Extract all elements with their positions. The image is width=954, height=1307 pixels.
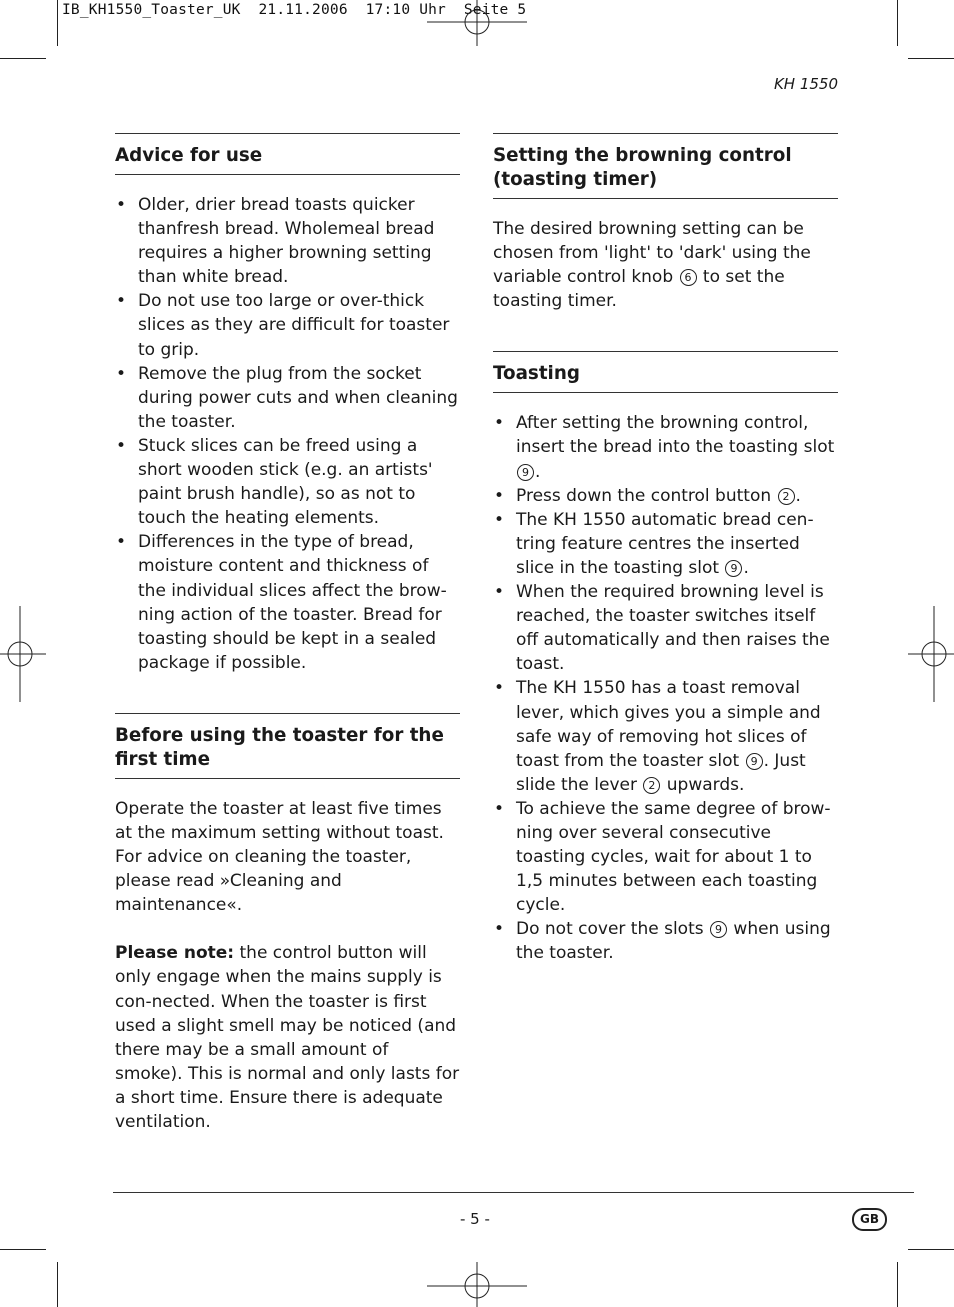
reference-number: 9 xyxy=(725,560,742,577)
section-advice xyxy=(115,133,460,675)
reference-number: 9 xyxy=(710,921,727,938)
registration-mark-left xyxy=(0,606,46,702)
page-number: - 5 - xyxy=(460,1210,490,1228)
section-heading: Advice for use xyxy=(115,133,460,175)
crop-mark xyxy=(0,1249,46,1250)
footer-rule xyxy=(113,1192,914,1193)
section-heading: Toasting xyxy=(493,351,838,393)
section-body xyxy=(493,393,838,965)
list-item: • Older, drier bread toasts quicker thanfresh bread. Wholemeal bread requires a higher browning setting than white bread. xyxy=(115,193,460,289)
list-item: • Stuck slices can be freed using a short wooden stick (e.g. an artists' paint brush handle), so as not to touch the heating elements. xyxy=(115,434,460,530)
left-column xyxy=(115,133,460,1134)
paragraph xyxy=(493,217,838,313)
text-run: Press down the control button xyxy=(516,485,777,506)
reference-number: 9 xyxy=(517,464,534,481)
list-item: • Remove the plug from the socket during power cuts and when cleaning the toaster. xyxy=(115,362,460,434)
section-heading: Setting the browning control (toasting timer) xyxy=(493,133,838,199)
section-toasting xyxy=(493,351,838,965)
text-run: The KH 1550 has a toast removal lever, which gives you a simple and safe way of removing hot slices of toast from the toaster slot xyxy=(516,678,821,771)
registration-mark-right xyxy=(908,606,954,702)
text-run: upwards. xyxy=(661,774,745,795)
list-item xyxy=(493,484,838,508)
crop-mark xyxy=(57,0,58,46)
country-badge: GB xyxy=(852,1208,887,1231)
registration-mark-top xyxy=(427,0,527,46)
crop-mark xyxy=(57,1262,58,1307)
print-header: IB_KH1550_Toaster_UK 21.11.2006 17:10 Uhr Seite 5 xyxy=(62,2,527,18)
model-number: KH 1550 xyxy=(773,75,838,93)
text-run: when using the toaster. xyxy=(516,919,831,964)
section-body xyxy=(115,175,460,675)
text-run: to set the toasting timer. xyxy=(493,267,785,312)
section-body xyxy=(115,779,460,1134)
crop-mark xyxy=(897,0,898,46)
text-run: The KH 1550 automatic bread cen-tring feature centres the inserted slice in the toasting slot xyxy=(516,509,814,578)
list-item xyxy=(493,676,838,796)
crop-mark xyxy=(908,58,954,59)
text-run: Do not cover the slots xyxy=(516,919,710,940)
text-run: When the required browning level is reached, the toaster switches itself off automatically and then raises the toast. xyxy=(516,582,830,675)
reference-number: 9 xyxy=(746,753,763,770)
list-item xyxy=(493,797,838,917)
list-item xyxy=(493,917,838,965)
bullet-list xyxy=(115,193,460,675)
text-run: To achieve the same degree of brow-ning over several consecutive toasting cycles, wait for about 1 to 1,5 minutes between each toasting cycle. xyxy=(516,798,831,916)
list-item: • Do not use too large or over-thick slices as they are difficult for toaster to grip. xyxy=(115,289,460,361)
note-label: Please note: xyxy=(115,943,235,964)
crop-mark xyxy=(908,1249,954,1250)
right-column xyxy=(493,133,838,966)
section-body xyxy=(493,199,838,313)
section-browning xyxy=(493,133,838,313)
reference-number: 2 xyxy=(778,488,795,505)
text-run: After setting the browning control, insert the bread into the toasting slot xyxy=(516,413,835,458)
section-first-use xyxy=(115,713,460,1134)
text-run: . xyxy=(795,485,801,506)
registration-mark-bottom xyxy=(427,1262,527,1307)
list-item xyxy=(493,508,838,580)
text-run: The desired browning setting can be chosen from 'light' to 'dark' using the variable control knob xyxy=(493,219,811,288)
list-item xyxy=(493,580,838,676)
text-run: . xyxy=(535,461,541,482)
text-run: . Just slide the lever xyxy=(516,750,806,795)
crop-mark xyxy=(0,58,46,59)
section-heading: Before using the toaster for the first time xyxy=(115,713,460,779)
note-text: the control button will only engage when the mains supply is con-nected. When the toaster is first used a slight smell may be noticed (and there may be a small amount of smoke). This is normal and only lasts for a short time. Ensure there is adequate ventilation. xyxy=(115,943,460,1132)
bullet-list xyxy=(493,411,838,965)
crop-mark xyxy=(897,1262,898,1307)
list-item xyxy=(493,411,838,483)
note-paragraph xyxy=(115,941,460,1134)
reference-number: 6 xyxy=(680,269,697,286)
text-run: . xyxy=(743,557,749,578)
reference-number: 2 xyxy=(643,777,660,794)
list-item: • Differences in the type of bread, moisture content and thickness of the individual slices affect the brow-ning action of the toaster. Bread for toasting should be kept in a sealed package if possible. xyxy=(115,530,460,675)
paragraph: Operate the toaster at least five times at the maximum setting without toast. For advice on cleaning the toaster, please read »Cleaning and maintenance«. xyxy=(115,798,444,916)
